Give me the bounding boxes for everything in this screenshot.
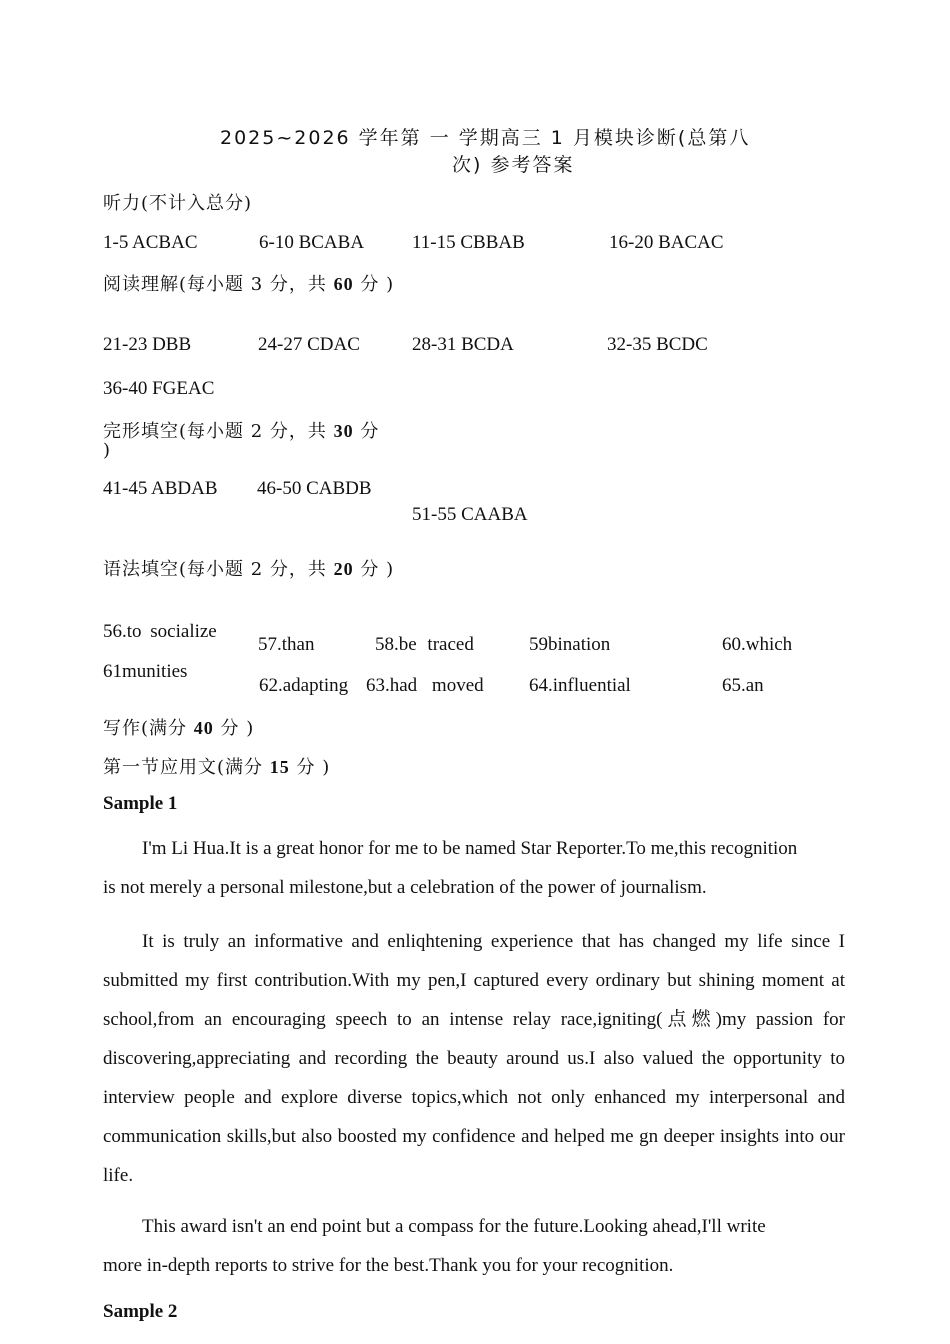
grammar-heading-post: 分 ) [353,559,395,580]
sample-1-p2: It is truly an informative and enliqhtening experience that has changed my life since I submitted my first contribution.With my pen,I captured every ordinary but shining moment at school,from an encouraging speech to an intense relay race,igniting(点燃)my passion for discovering,appreciating and recording the beauty around us.I also valued the opportunity to interview people and explore diverse topics,which not only enhanced my interpersonal and communication skills,but also boosted my confidence and helped me gn deeper insights into our life. [103,931,845,1186]
reading-heading-score: 60 [333,274,354,294]
answer-60: 60.which [722,634,793,655]
answer-56: 56.to socialize [103,621,217,642]
answer-41-45: 41-45 ABDAB [103,478,218,499]
writing-heading-score: 40 [193,718,214,738]
writing-heading [103,714,254,740]
answer-64: 64.influential [529,675,631,696]
reading-heading [103,270,394,296]
answer-59: 59bination [529,634,611,655]
answer-6-10: 6-10 BCABA [259,232,365,253]
cloze-heading-post: 分 [353,421,380,442]
writing-section-score: 15 [269,757,290,777]
cloze-heading-tail: ) [103,440,112,461]
reading-heading-post: 分 ) [353,274,395,295]
grammar-heading [103,555,394,581]
sample-1-label: Sample 1 [103,793,178,814]
grammar-heading-score: 20 [333,559,354,579]
cloze-heading [103,417,379,443]
cloze-heading-pre: 完形填空(每小题 2 分，共 [103,421,334,442]
answer-58: 58.be traced [375,634,474,655]
writing-heading-post: 分 ) [213,718,255,739]
answer-1-5: 1-5 ACBAC [103,232,198,253]
answer-21-23: 21-23 DBB [103,334,192,355]
sample-1-p1-line2: is not merely a personal milestone,but a celebration of the power of journalism. [103,877,707,898]
answer-46-50: 46-50 CABDB [257,478,372,499]
answer-24-27: 24-27 CDAC [258,334,360,355]
sample-1-p3-line2: more in-depth reports to strive for the best.Thank you for your recognition. [103,1255,674,1276]
answer-36-40: 36-40 FGEAC [103,378,215,399]
answer-63: 63.had moved [366,675,484,696]
answer-62: 62.adapting [259,675,349,696]
answer-61: 61munities [103,661,188,682]
answer-28-31: 28-31 BCDA [412,334,514,355]
answer-51-55: 51-55 CAABA [412,504,528,525]
reading-heading-pre: 阅读理解(每小题 3 分，共 [103,274,334,295]
answer-11-15: 11-15 CBBAB [412,232,525,253]
writing-heading-pre: 写作(满分 [103,718,194,739]
answer-65: 65.an [722,675,764,696]
sample-1-p3-line1: This award isn't an end point but a compass for the future.Looking ahead,I'll write [142,1216,766,1237]
writing-section-pre: 第一节应用文(满分 [103,757,270,778]
answer-16-20: 16-20 BACAC [609,232,724,253]
page-title-line1: 2025~2026 学年第 一 学期高三 1 月模块诊断(总第八 [220,127,751,149]
cloze-heading-score: 30 [333,421,354,441]
writing-section-post: 分 ) [289,757,331,778]
sample-2-label: Sample 2 [103,1301,178,1322]
writing-section-heading [103,753,330,779]
page-title-line2: 次) 参考答案 [452,154,575,176]
answer-57: 57.than [258,634,315,655]
answer-32-35: 32-35 BCDC [607,334,708,355]
sample-1-p1-line1: I'm Li Hua.It is a great honor for me to be named Star Reporter.To me,this recognition [142,838,798,859]
grammar-heading-pre: 语法填空(每小题 2 分，共 [103,559,334,580]
listening-heading: 听力(不计入总分) [103,193,253,214]
